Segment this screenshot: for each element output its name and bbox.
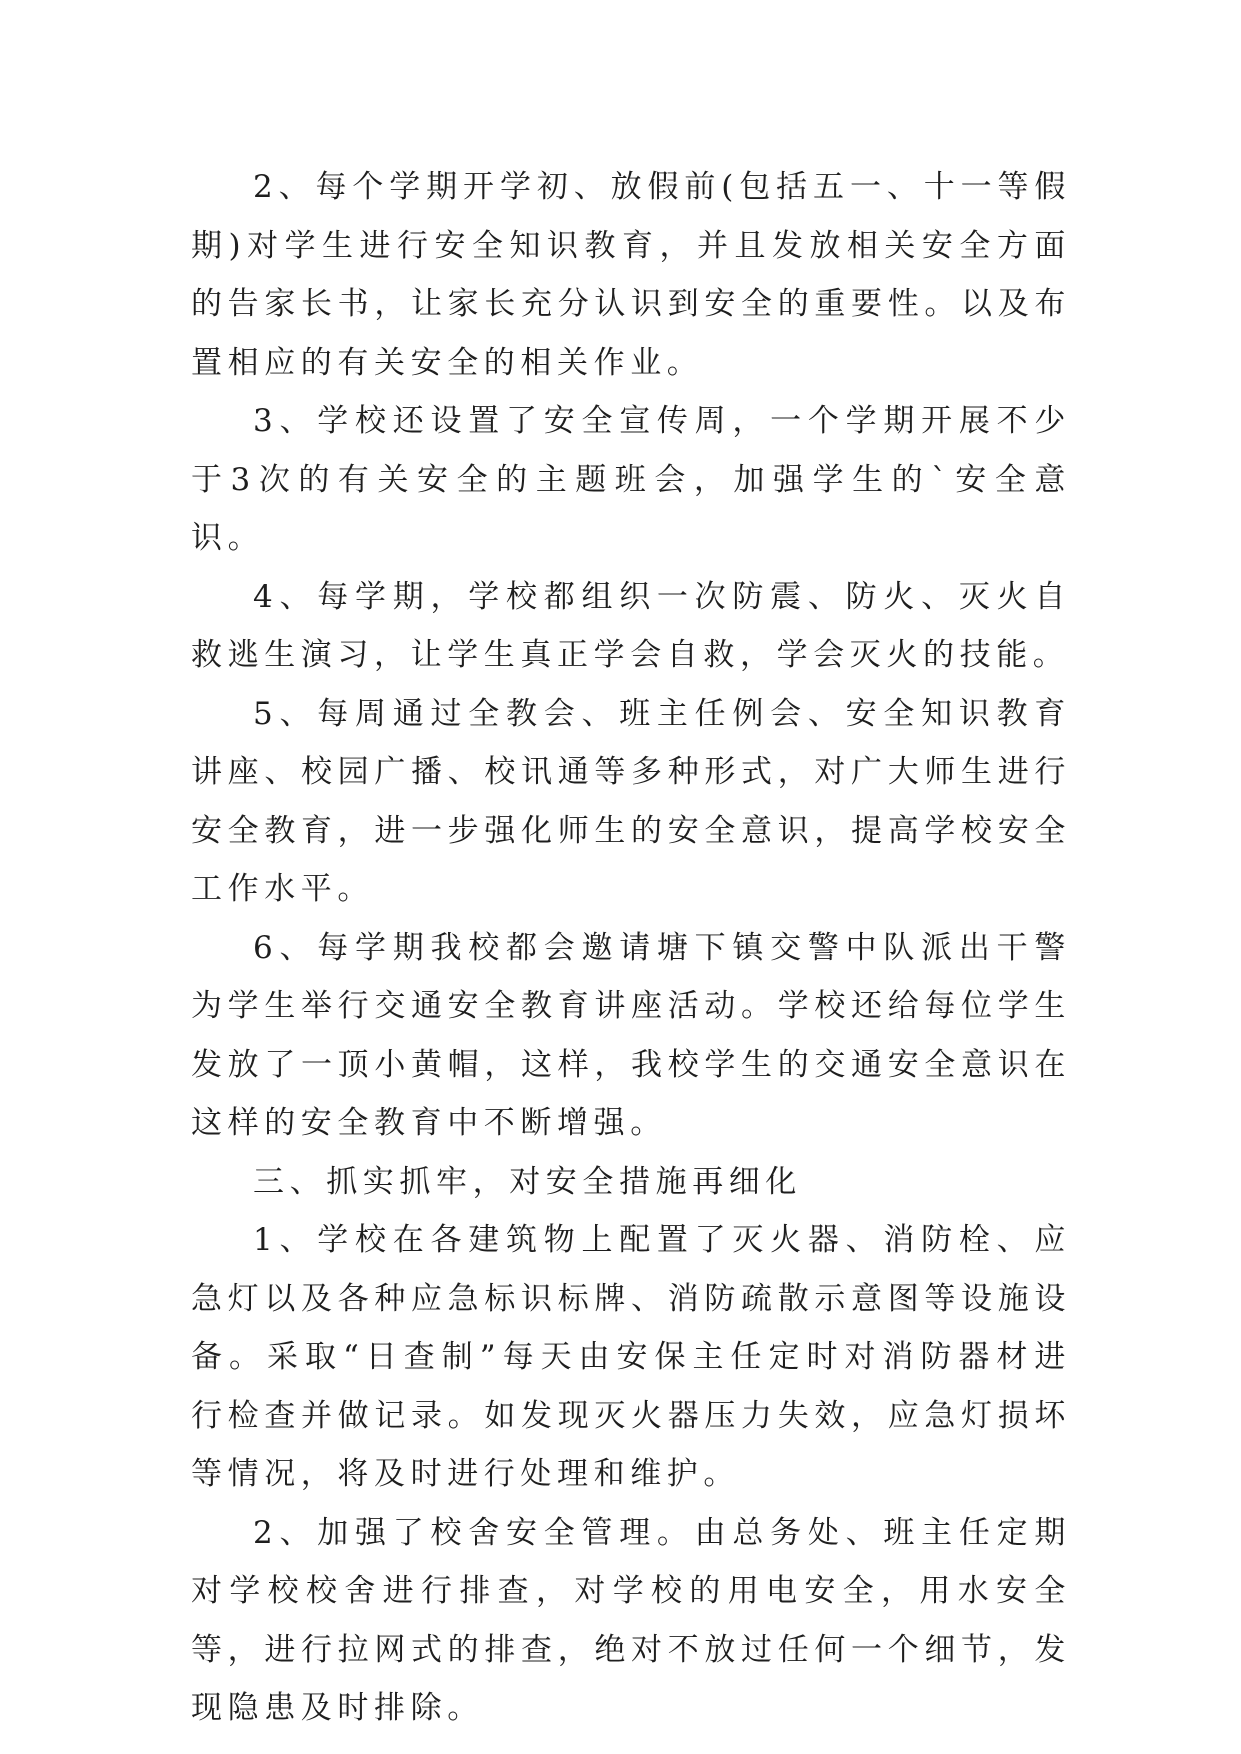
paragraph-item-1-fire-equipment: 1、学校在各建筑物上配置了灭火器、消防栓、应急灯以及各种应急标识标牌、消防疏散示意图等设施设备。采取“日查制”每天由安保主任定时对消防器材进行检查并做记录。如发现灭火器压力失效，应急灯损坏等情况，将及时进行处理和维护。 (191, 1222, 1071, 1492)
paragraph-item-2-term-start: 2、每个学期开学初、放假前(包括五一、十一等假期)对学生进行安全知识教育，并且发放相关安全方面的告家长书，让家长充分认识到安全的重要性。以及布置相应的有关安全的相关作业。 (191, 169, 1071, 381)
section-heading-3: 三、抓实抓牢，对安全措施再细化 (253, 1163, 802, 1200)
document-body (191, 158, 1071, 1738)
paragraph-item-3-safety-week: 3、学校还设置了安全宣传周，一个学期开展不少于3次的有关安全的主题班会，加强学生的`安全意识。 (191, 403, 1071, 556)
paragraph-item-5-weekly-education: 5、每周通过全教会、班主任例会、安全知识教育讲座、校园广播、校讯通等多种形式，对广大师生进行安全教育，进一步强化师生的安全意识，提高学校安全工作水平。 (191, 695, 1071, 907)
paragraph-item-4-drills: 4、每学期，学校都组织一次防震、防火、灭火自救逃生演习，让学生真正学会自救，学会灭火的技能。 (191, 578, 1071, 673)
paragraph-item-2-building-safety: 2、加强了校舍安全管理。由总务处、班主任定期对学校校舍进行排查，对学校的用电安全，用水安全等，进行拉网式的排查，绝对不放过任何一个细节，发现隐患及时排除。 (191, 1514, 1071, 1726)
paragraph-item-6-traffic-safety: 6、每学期我校都会邀请塘下镇交警中队派出干警为学生举行交通安全教育讲座活动。学校还给每位学生发放了一顶小黄帽，这样，我校学生的交通安全意识在这样的安全教育中不断增强。 (191, 929, 1071, 1141)
